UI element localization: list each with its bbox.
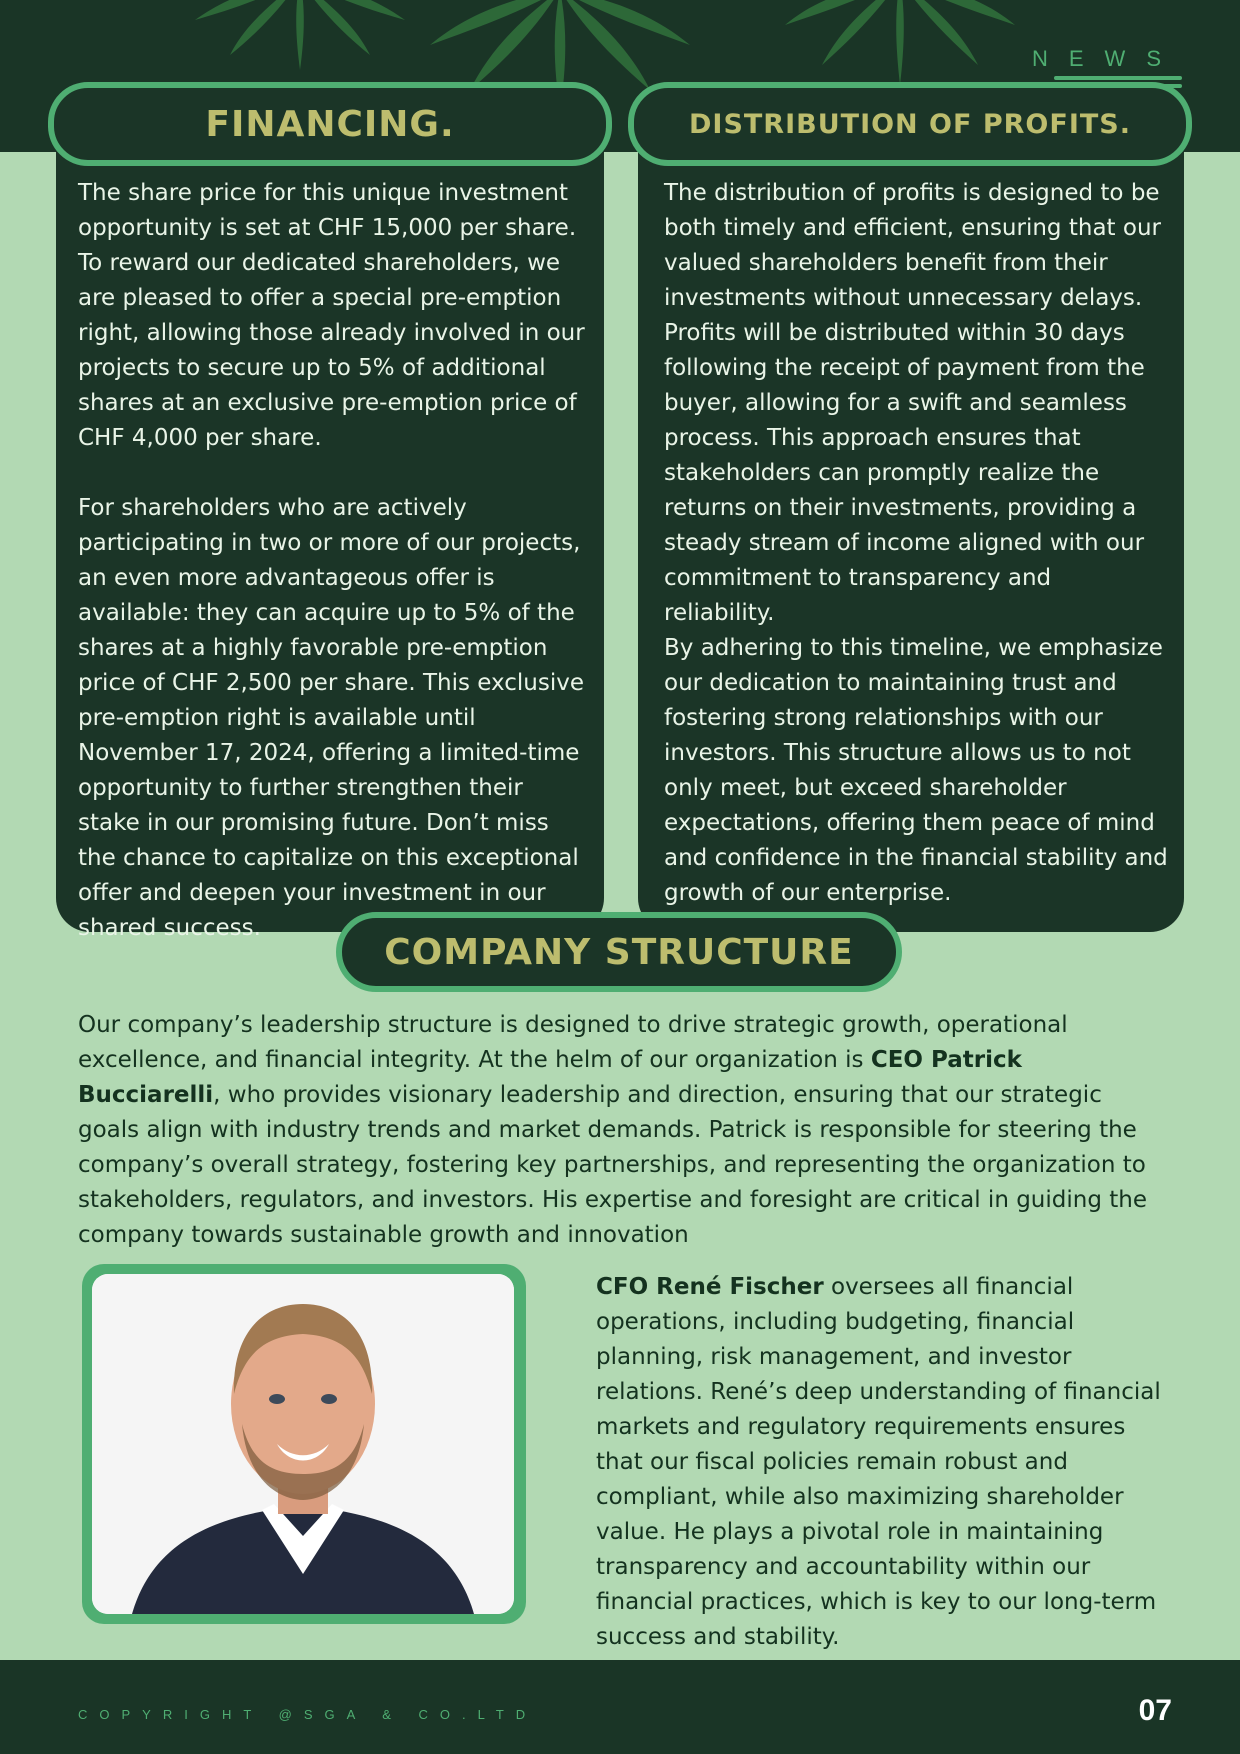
copyright-text: COPYRIGHT @SGA & CO.LTD <box>78 1707 538 1722</box>
financing-body: The share price for this unique investment opportunity is set at CHF 15,000 per share. To reward our dedicated shareholders, we are pleased to offer a special pre-emption right, allowing those already involved in our projects to secure up to 5% of additional shares at an exclusive pre-emption price of CHF 4,000 per share. For shareholders who are actively participating in two or more of our projects, an even more advantageous offer is available: they can acquire up to 5% of the shares at a highly favorable pre-emption price of CHF 2,500 per share. This exclusive pre-emption right is available until November 17, 2024, offering a limited-time opportunity to further strengthen their stake in our promising future. Don’t miss the chance to capitalize on this exceptional offer and deepen your investment in our shared success. <box>78 180 585 941</box>
financing-title: FINANCING. <box>48 82 612 166</box>
distribution-title: DISTRIBUTION OF PROFITS. <box>628 82 1192 166</box>
cfo-photo-frame <box>82 1264 526 1624</box>
cfo-text: oversees all financial operations, including budgeting, financial planning, risk management, and investor relations. René’s deep understanding of financial markets and regulatory requirements ensures that our fiscal policies remain robust and compliant, while also maximizing shareholder value. He plays a pivotal role in maintaining transparency and accountability within our financial practices, which is key to our long-term success and stability. <box>596 1274 1161 1650</box>
person-portrait-icon <box>92 1274 514 1614</box>
financing-panel <box>56 140 604 941</box>
cfo-portrait-image <box>92 1274 514 1614</box>
distribution-panel <box>638 140 1184 932</box>
intro-after: , who provides visionary leadership and direction, ensuring that our strategic goals align with industry trends and market demands. Patrick is responsible for steering the company’s overall strategy, fostering key partnerships, and representing the organization to stakeholders, regulators, and investors. His expertise and foresight are critical in guiding the company towards sustainable growth and innovation <box>78 1082 1147 1248</box>
ceo-name: CEO Patrick Bucciarelli <box>78 1047 1022 1108</box>
intro-before: Our company’s leadership structure is designed to drive strategic growth, operational excellence, and financial integrity. At the helm of our organization is <box>78 1012 1068 1073</box>
company-structure-intro <box>78 1008 1168 1253</box>
cfo-description <box>596 1270 1166 1655</box>
cfo-name: CFO René Fischer <box>596 1274 824 1300</box>
page-number: 07 <box>1138 1694 1172 1727</box>
distribution-body: The distribution of profits is designed to be both timely and efficient, ensuring that our valued shareholders benefit from their investments without unnecessary delays. Profits will be distributed within 30 days following the receipt of payment from the buyer, allowing for a swift and seamless process. This approach ensures that stakeholders can promptly realize the returns on their investments, providing a steady stream of income aligned with our commitment to transparency and reliability. By adhering to this timeline, we emphasize our dedication to maintaining trust and fostering strong relationships with our investors. This structure allows us to not only meet, but exceed shareholder expectations, offering them peace of mind and confidence in the financial stability and growth of our enterprise. <box>664 180 1168 906</box>
company-structure-title: COMPANY STRUCTURE <box>336 912 902 992</box>
news-label: NEWS <box>1032 46 1182 71</box>
